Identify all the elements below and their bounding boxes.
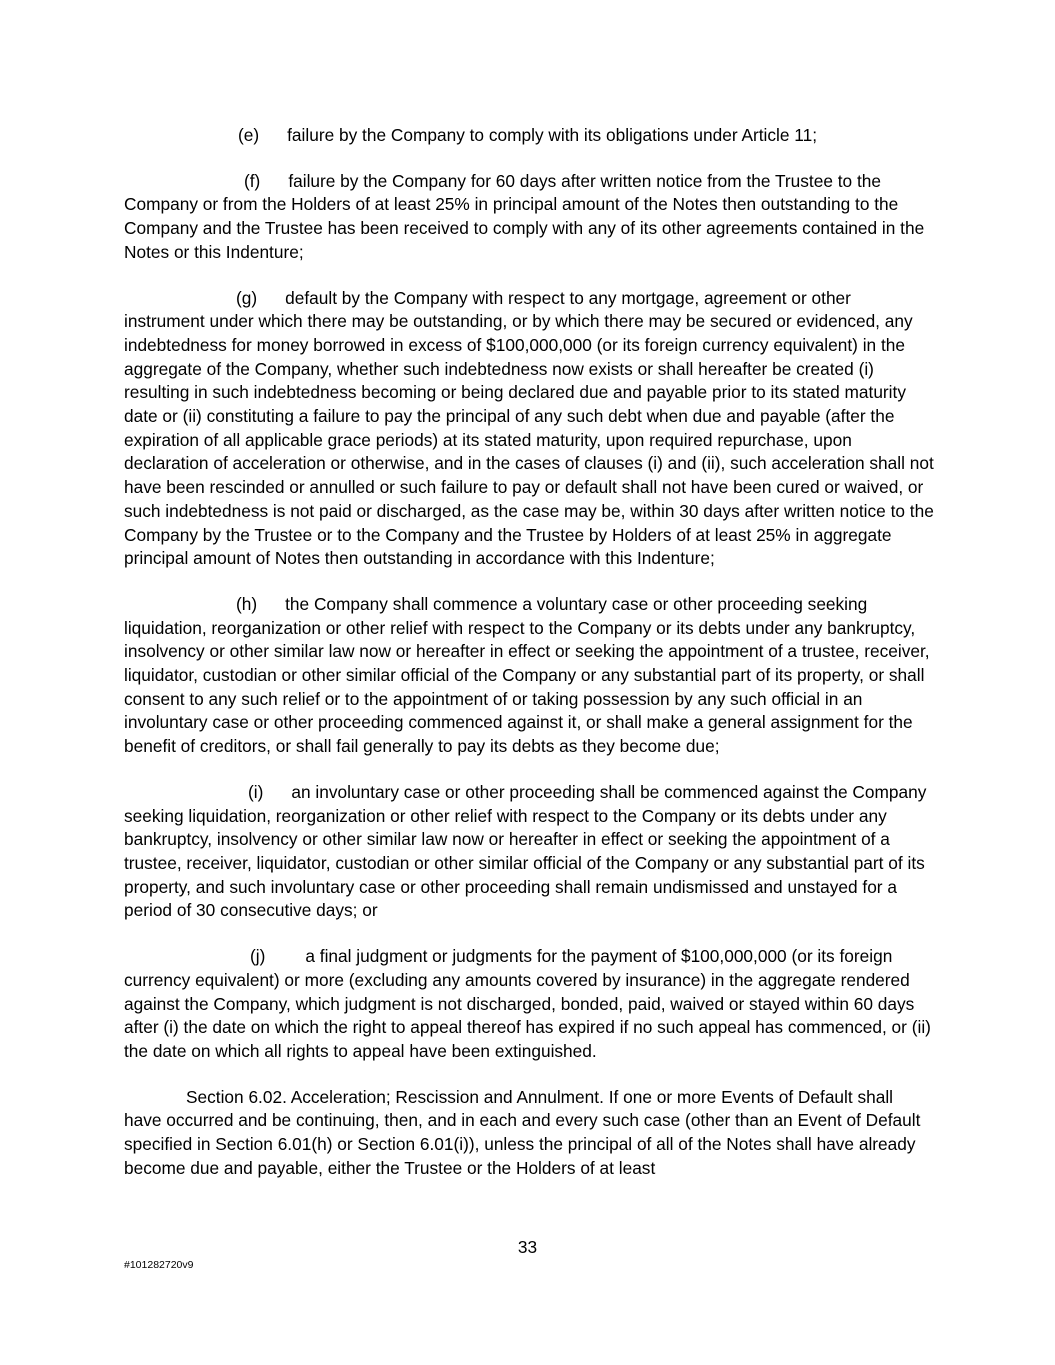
document-id: #101282720v9 — [124, 1259, 194, 1271]
clause-label: (h) — [236, 593, 258, 614]
clause-label: (f) — [244, 170, 261, 191]
clause-label: (j) — [250, 946, 266, 967]
clause-j — [124, 945, 934, 1064]
section-text: If one or more Events of Default shall have occurred and be continuing, then, and in each and every such case (other than an Event of Default specified in Section 6.01(h) or Section 6.01(i)), unless the principal of all of the Notes shall have already become due and payable, either the Trustee or the Holders of at least — [124, 1086, 921, 1178]
clause-g — [124, 287, 934, 571]
clause-text: the Company shall commence a voluntary case or other proceeding seeking liquidation, reorganization or other relief with respect to the Company or its debts under any bankruptcy, insolvency or other similar law now or hereafter in effect or seeking the appointment of a trustee, receiver, liquidator, custodian or other similar official of the Company or any substantial part of its property, or shall consent to any such relief or to the appointment of or taking possession by any such official in an involuntary case or other proceeding commenced against it, or shall make a general assignment for the benefit of creditors, or shall fail generally to pay its debts as they become due; — [124, 593, 930, 757]
clause-text: failure by the Company to comply with its obligations under Article 11; — [287, 125, 818, 145]
section-6-02 — [124, 1086, 934, 1181]
clause-text: default by the Company with respect to any mortgage, agreement or other instrument under which there may be outstanding, or by which there may be secured or evidenced, any indebtedness for money borrowed in excess of $100,000,000 (or its foreign currency equivalent) in the aggregate of the Company, whether such indebtedness now exists or shall hereafter be created (i) resulting in such indebtedness becoming or being declared due and payable prior to its stated maturity date or (ii) constituting a failure to pay the principal of any such debt when due and payable (after the expiration of all applicable grace periods) at its stated maturity, upon required repurchase, upon declaration of acceleration or otherwise, and in the cases of clauses (i) and (ii), such acceleration shall not have been rescinded or annulled or such failure to pay or default shall not have been cured or waived, or such indebtedness is not paid or discharged, as the case may be, within 30 days after written notice to the Company by the Trustee or to the Company and the Trustee by Holders of at least 25% in aggregate principal amount of Notes then outstanding in accordance with this Indenture; — [124, 287, 934, 569]
clause-text: an involuntary case or other proceeding shall be commenced against the Company seeking liquidation, reorganization or other relief with respect to the Company or its debts under any bankruptcy, insolvency or other similar law now or hereafter in effect or seeking the appointment of a trustee, receiver, liquidator, custodian or other similar official of the Company or any substantial part of its property, and such involuntary case or other proceeding shall remain undismissed and unstayed for a period of 30 consecutive days; or — [124, 781, 927, 921]
clause-e — [124, 124, 934, 148]
clause-i — [124, 781, 934, 923]
clause-f — [124, 170, 934, 265]
document-body — [124, 124, 934, 1202]
clause-label: (e) — [238, 125, 260, 145]
clause-label: (i) — [248, 781, 264, 802]
clause-label: (g) — [236, 287, 258, 308]
clause-h — [124, 593, 934, 759]
clause-text: a final judgment or judgments for the payment of $100,000,000 (or its foreign currency equivalent) or more (excluding any amounts covered by insurance) in the aggregate rendered against the Company, which judgment is not discharged, bonded, paid, waived or stayed within 60 days after (i) the date on which the right to appeal thereof has expired if no such appeal has commenced, or (ii) the date on which all rights to appeal have been extinguished. — [124, 946, 931, 1061]
clause-text: failure by the Company for 60 days after written notice from the Trustee to the Company or from the Holders of at least 25% in principal amount of the Notes then outstanding to the Company and the Trustee has been received to comply with any of its other agreements contained in the Notes or this Indenture; — [124, 170, 925, 262]
section-heading: Section 6.02. Acceleration; Rescission and Annulment. — [186, 1086, 604, 1107]
page-number: 33 — [517, 1237, 538, 1257]
